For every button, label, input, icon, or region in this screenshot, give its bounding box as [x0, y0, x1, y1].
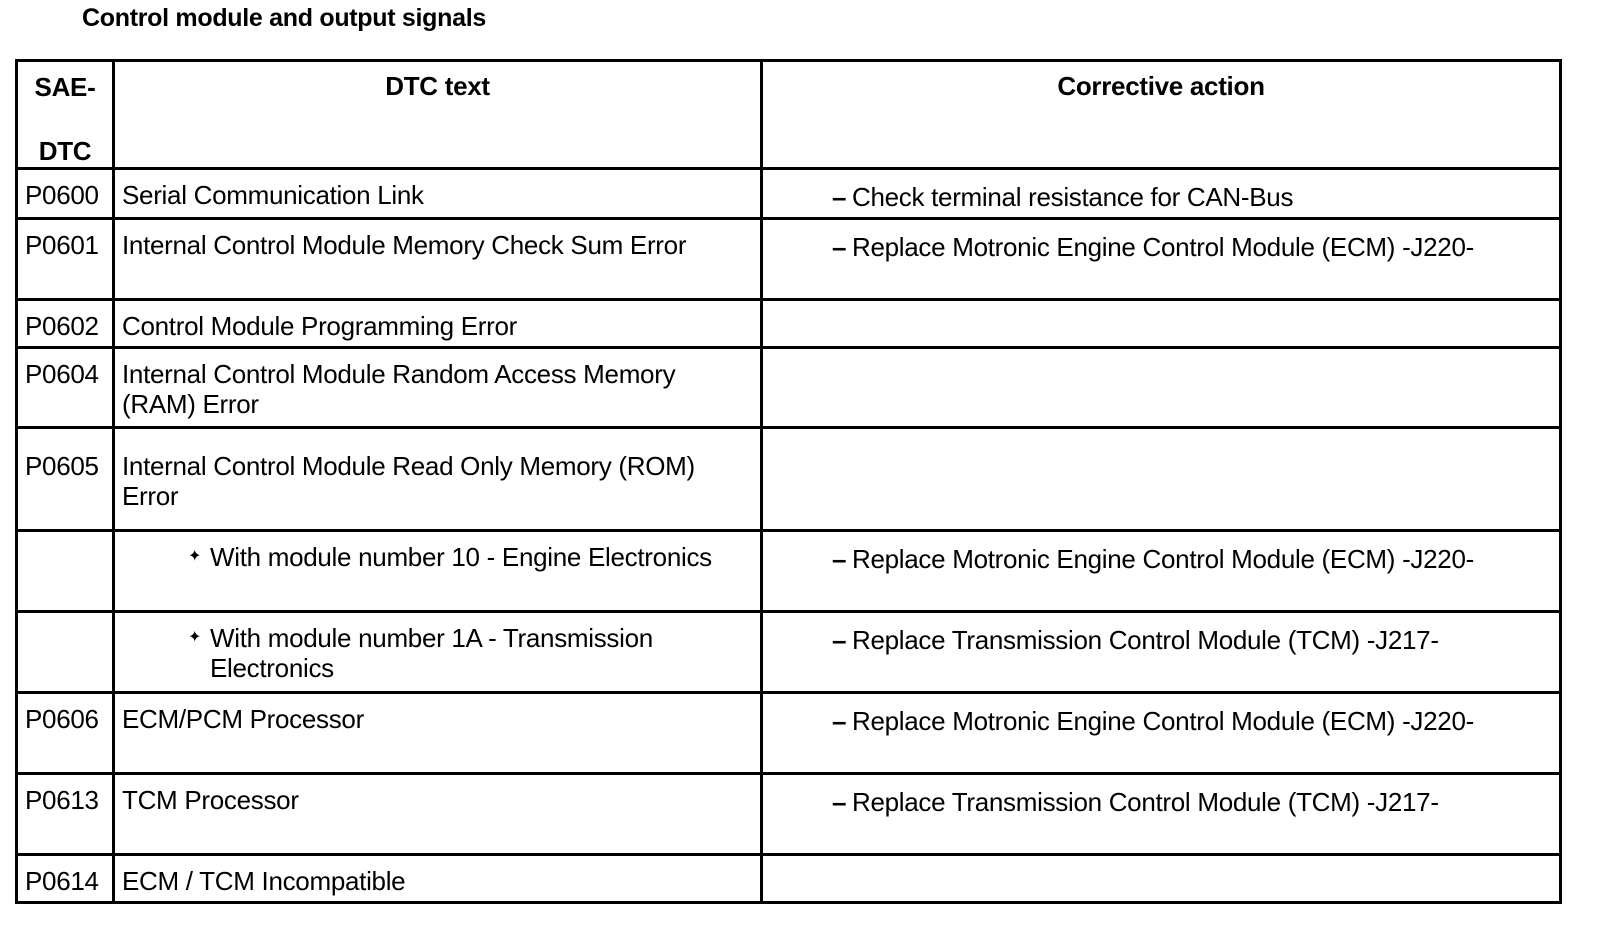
corrective-action [762, 348, 1561, 428]
header-sae-line: SAE- [34, 72, 96, 102]
dash-icon: – [832, 232, 847, 262]
bullet-icon: ✦ [188, 548, 202, 565]
action-text: Replace Transmission Control Module (TCM) -J217- [852, 625, 1439, 655]
dtc-table [15, 59, 1562, 904]
table-row [17, 531, 1561, 612]
dtc-text [114, 612, 762, 693]
dash-icon: – [832, 706, 847, 736]
corrective-action [762, 531, 1561, 612]
action-text: Replace Motronic Engine Control Module (ECM) -J220- [852, 232, 1474, 262]
dtc-code: P0605 [17, 428, 114, 531]
table-row [17, 774, 1561, 855]
corrective-action [762, 428, 1561, 531]
dtc-code: P0601 [17, 219, 114, 300]
dtc-code: P0600 [17, 169, 114, 219]
dtc-code: P0614 [17, 855, 114, 903]
header-dtc-line: DTC [38, 136, 92, 166]
dtc-text: Control Module Programming Error [114, 300, 762, 348]
dtc-text: ECM/PCM Processor [114, 693, 762, 774]
dtc-text: TCM Processor [114, 774, 762, 855]
dash-icon: – [832, 544, 847, 574]
header-corrective-action: Corrective action [762, 61, 1561, 169]
corrective-action [762, 612, 1561, 693]
dtc-text: Internal Control Module Read Only Memory (ROM) Error [114, 428, 762, 531]
corrective-action [762, 219, 1561, 300]
dtc-code: P0604 [17, 348, 114, 428]
action-text: Replace Motronic Engine Control Module (ECM) -J220- [852, 544, 1474, 574]
header-sae-dtc [17, 61, 114, 169]
dtc-code [17, 612, 114, 693]
dtc-code: P0602 [17, 300, 114, 348]
dtc-text: Serial Communication Link [114, 169, 762, 219]
dtc-text: ECM / TCM Incompatible [114, 855, 762, 903]
table-header-row [17, 61, 1561, 169]
dtc-text [114, 531, 762, 612]
bullet-text: With module number 1A - Transmission Electronics [210, 623, 653, 683]
table-row [17, 348, 1561, 428]
action-text: Check terminal resistance for CAN-Bus [852, 182, 1294, 212]
table-row [17, 428, 1561, 531]
table-row [17, 693, 1561, 774]
table-row [17, 855, 1561, 903]
table-row [17, 300, 1561, 348]
dash-icon: – [832, 625, 847, 655]
dtc-text: Internal Control Module Memory Check Sum Error [114, 219, 762, 300]
dtc-code: P0613 [17, 774, 114, 855]
dtc-text: Internal Control Module Random Access Memory (RAM) Error [114, 348, 762, 428]
bullet-text: With module number 10 - Engine Electronics [210, 542, 712, 572]
action-text: Replace Transmission Control Module (TCM) -J217- [852, 787, 1439, 817]
table-row [17, 219, 1561, 300]
corrective-action [762, 774, 1561, 855]
header-dtc-text: DTC text [114, 61, 762, 169]
dash-icon: – [832, 182, 847, 212]
dtc-code [17, 531, 114, 612]
table-row [17, 169, 1561, 219]
table-row [17, 612, 1561, 693]
bullet-icon: ✦ [188, 629, 202, 646]
dtc-code: P0606 [17, 693, 114, 774]
corrective-action [762, 855, 1561, 903]
corrective-action [762, 300, 1561, 348]
corrective-action [762, 693, 1561, 774]
page-title: Control module and output signals [82, 4, 486, 32]
dash-icon: – [832, 787, 847, 817]
corrective-action [762, 169, 1561, 219]
action-text: Replace Motronic Engine Control Module (ECM) -J220- [852, 706, 1474, 736]
